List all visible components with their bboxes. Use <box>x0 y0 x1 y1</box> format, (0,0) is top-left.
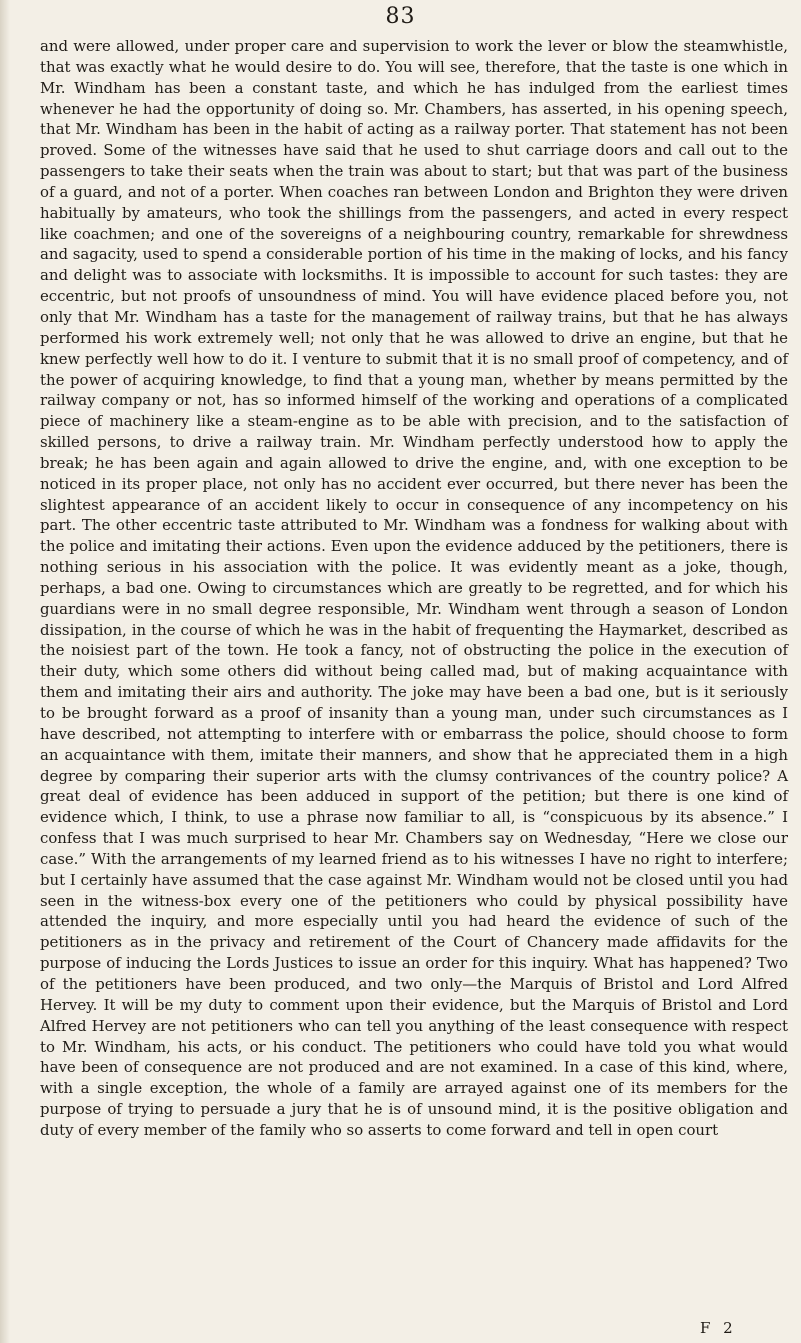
signature-mark: F 2 <box>700 1319 737 1337</box>
body-paragraph: and were allowed, under proper care and supervision to work the lever or blow the steamwhistle, that was exactly what he would desire to do. You will see, therefore, that the taste is one which in Mr. Windham has been a constant taste, and which he has indulged from the earliest times whenever he had the opportunity of doing so. Mr. Chambers, has asserted, in his opening speech, that Mr. Windham has been in the habit of acting as a railway porter. That statement has not been proved. Some of the witnesses have said that he used to shut carriage doors and call out to the passengers to take their seats when the train was about to start; but that was part of the business of a guard, and not of a porter. When coaches ran between London and Brighton they were driven habitually by amateurs, who took the shillings from the passengers, and acted in every respect like coachmen; and one of the sovereigns of a neighbouring country, remarkable for shrewdness and sagacity, used to spend a considerable portion of his time in the making of locks, and his fancy and delight was to associate with locksmiths. It is impossible to account for such tastes: they are eccentric, but not proofs of unsoundness of mind. You will have evidence placed before you, not only that Mr. Windham has a taste for the management of railway trains, but that he has always performed his work extremely well; not only that he was allowed to drive an engine, but that he knew perfectly well how to do it. I venture to submit that it is no small proof of competency, and of the power of acquiring knowledge, to find that a young man, whether by means permitted by the railway company or not, has so informed himself of the working and operations of a complicated piece of machinery like a steam-engine as to be able with precision, and to the satisfaction of skilled persons, to drive a railway train. Mr. Windham perfectly understood how to apply the break; he has been again and again allowed to drive the engine, and, with one exception to be noticed in its proper place, not only has no accident ever occurred, but there never has been the slightest appearance of an accident likely to occur in consequence of any incompetency on his part. The other eccentric taste attributed to Mr. Windham was a fondness for walking about with the police and imitating their actions. Even upon the evidence adduced by the petitioners, there is nothing serious in his association with the police. It was evidently meant as a joke, though, perhaps, a bad one. Owing to circumstances which are greatly to be regretted, and for which his guardians were in no small degree responsible, Mr. Windham went through a season of London dissipation, in the course of which he was in the habit of frequenting the Haymarket, described as the noisiest part of the town. He took a fancy, not of obstructing the police in the execution of their duty, which some others did without being called mad, but of making acquaintance with them and imitating their airs and authority. The joke may have been a bad one, but is it seriously to be brought forward as a proof of insanity than a young man, under such circumstances as I have described, not attempting to interfere with or embarrass the police, should choose to form an acquaintance with them, imitate their manners, and show that he appreciated them in a high degree by comparing their superior arts with the clumsy contrivances of the country police? A great deal of evidence has been adduced in support of the petition; but there is one kind of evidence which, I think, to use a phrase now familiar to all, is “conspicuous by its absence.” I confess that I was much surprised to hear Mr. Chambers say on Wednesday, “Here we close our case.” With the arrangements of my learned friend as to his witnesses I have no right to interfere; but I certainly have assumed that the case against Mr. Windham would not be closed until you had seen in the witness-box every one of the petitioners who could by physical possibility have attended the inquiry, and more especially until you had heard the evidence of such of the petitioners as in the privacy and retirement of the Court of Chancery made affidavits for the purpose of inducing the Lords Justices to issue an order for this inquiry. What has happened? Two of the petitioners have been produced, and two only—the Marquis of Bristol and Lord Alfred Hervey. It will be my duty to comment upon their evidence, but the Marquis of Bristol and Lord Alfred Hervey are not petitioners who can tell you anything of the least consequence with respect to Mr. Windham, his acts, or his conduct. The petitioners who could have told you what would have been of consequence are not produced and are not examined. In a case of this kind, where, with a single exception, the whole of a family are arrayed against one of its members for the purpose of trying to persuade a jury that he is of unsound mind, it is the positive obligation and duty of every member of the family who so asserts to come forward and tell in open court <box>40 37 789 1139</box>
binding-shadow <box>0 0 10 1343</box>
page-number: 83 <box>385 4 416 29</box>
